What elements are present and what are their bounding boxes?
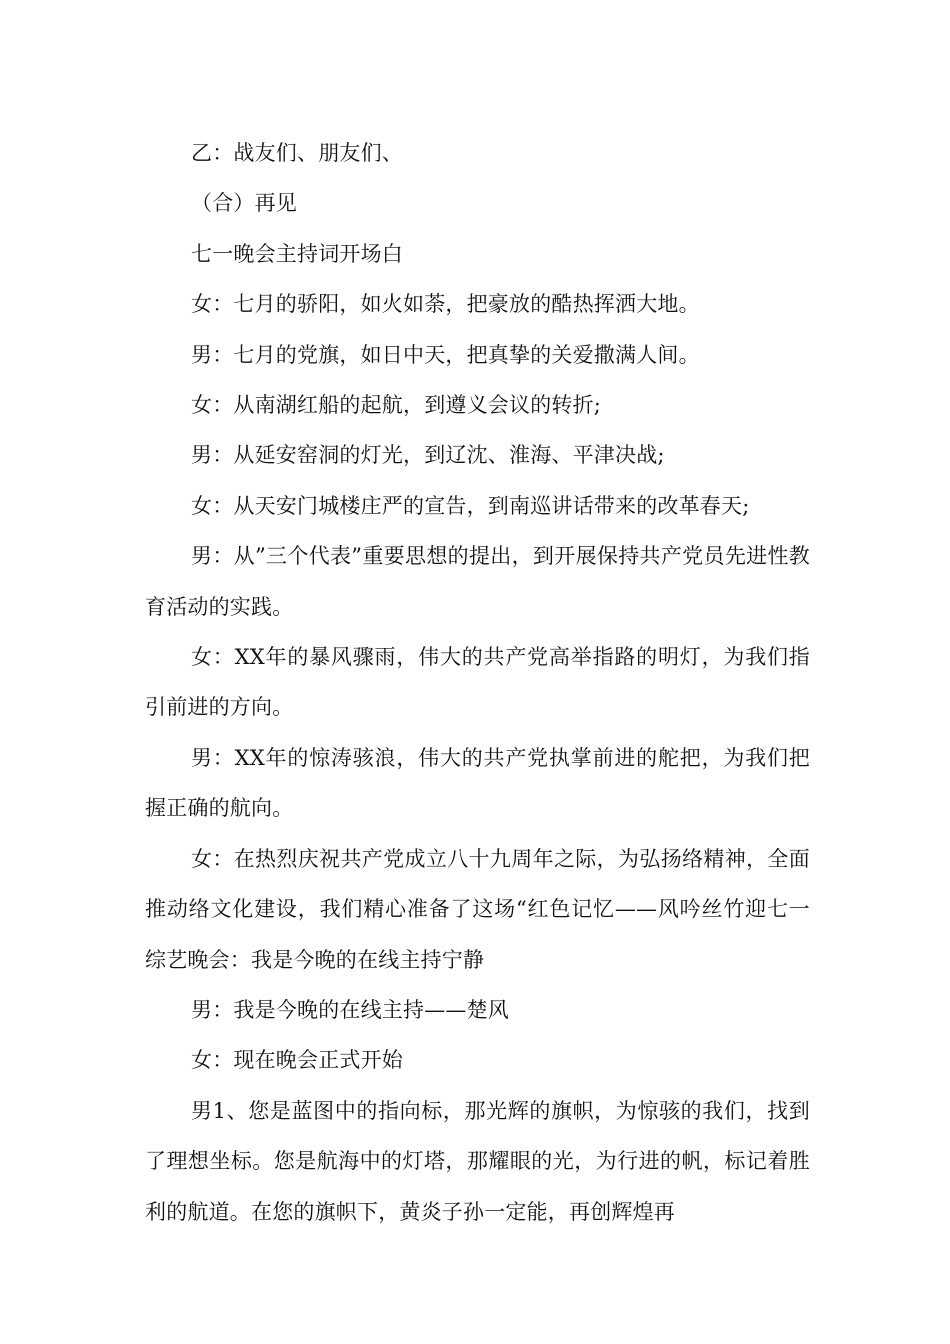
paragraph-dialogue: 男：从延安窑洞的灯光，到辽沈、淮海、平津决战; — [191, 443, 665, 468]
paragraph-dialogue: 女：现在晚会正式开始 — [191, 1048, 403, 1073]
paragraph-dialogue: 女：七月的骄阳，如火如荼，把豪放的酷热挥洒大地。 — [191, 292, 700, 317]
paragraph-farewell: （合）再见 — [191, 191, 297, 216]
paragraph-dialogue: 女：从南湖红船的起航，到遵义会议的转折; — [191, 393, 602, 418]
paragraph-dialogue: 女：在热烈庆祝共产党成立八十九周年之际，为弘扬络精神，全面推动络文化建设，我们精心准备了这场“红色记忆——风吟丝竹迎七一综艺晚会：我是今晚的在线主持宁静 — [145, 846, 810, 972]
paragraph-dialogue: 男：我是今晚的在线主持——楚风 — [191, 997, 509, 1022]
paragraph-closing-line: 乙：战友们、朋友们、 — [191, 141, 403, 165]
paragraph-dialogue: 女：XX年的暴风骤雨，伟大的共产党高举指路的明灯，为我们指引前进的方向。 — [145, 645, 810, 720]
paragraph-dialogue: 男：从”三个代表”重要思想的提出，到开展保持共产党员先进性教育活动的实践。 — [145, 544, 810, 619]
document-body — [145, 128, 810, 1237]
paragraph-dialogue: 男：XX年的惊涛骇浪，伟大的共产党执掌前进的舵把，为我们把握正确的航向。 — [145, 745, 810, 821]
paragraph-dialogue: 女：从天安门城楼庄严的宣告，到南巡讲话带来的改革春天; — [191, 493, 750, 518]
paragraph-dialogue: 男1、您是蓝图中的指向标，那光辉的旗帜，为惊骇的我们，找到了理想坐标。您是航海中的灯塔，那耀眼的光，为行进的帆，标记着胜利的航道。在您的旗帜下，黄炎子孙一定能，再创辉煌再 — [145, 1098, 810, 1224]
section-heading: 七一晚会主持词开场白 — [191, 241, 403, 266]
paragraph-dialogue: 男：七月的党旗，如日中天，把真挚的关爱撒满人间。 — [191, 342, 700, 367]
